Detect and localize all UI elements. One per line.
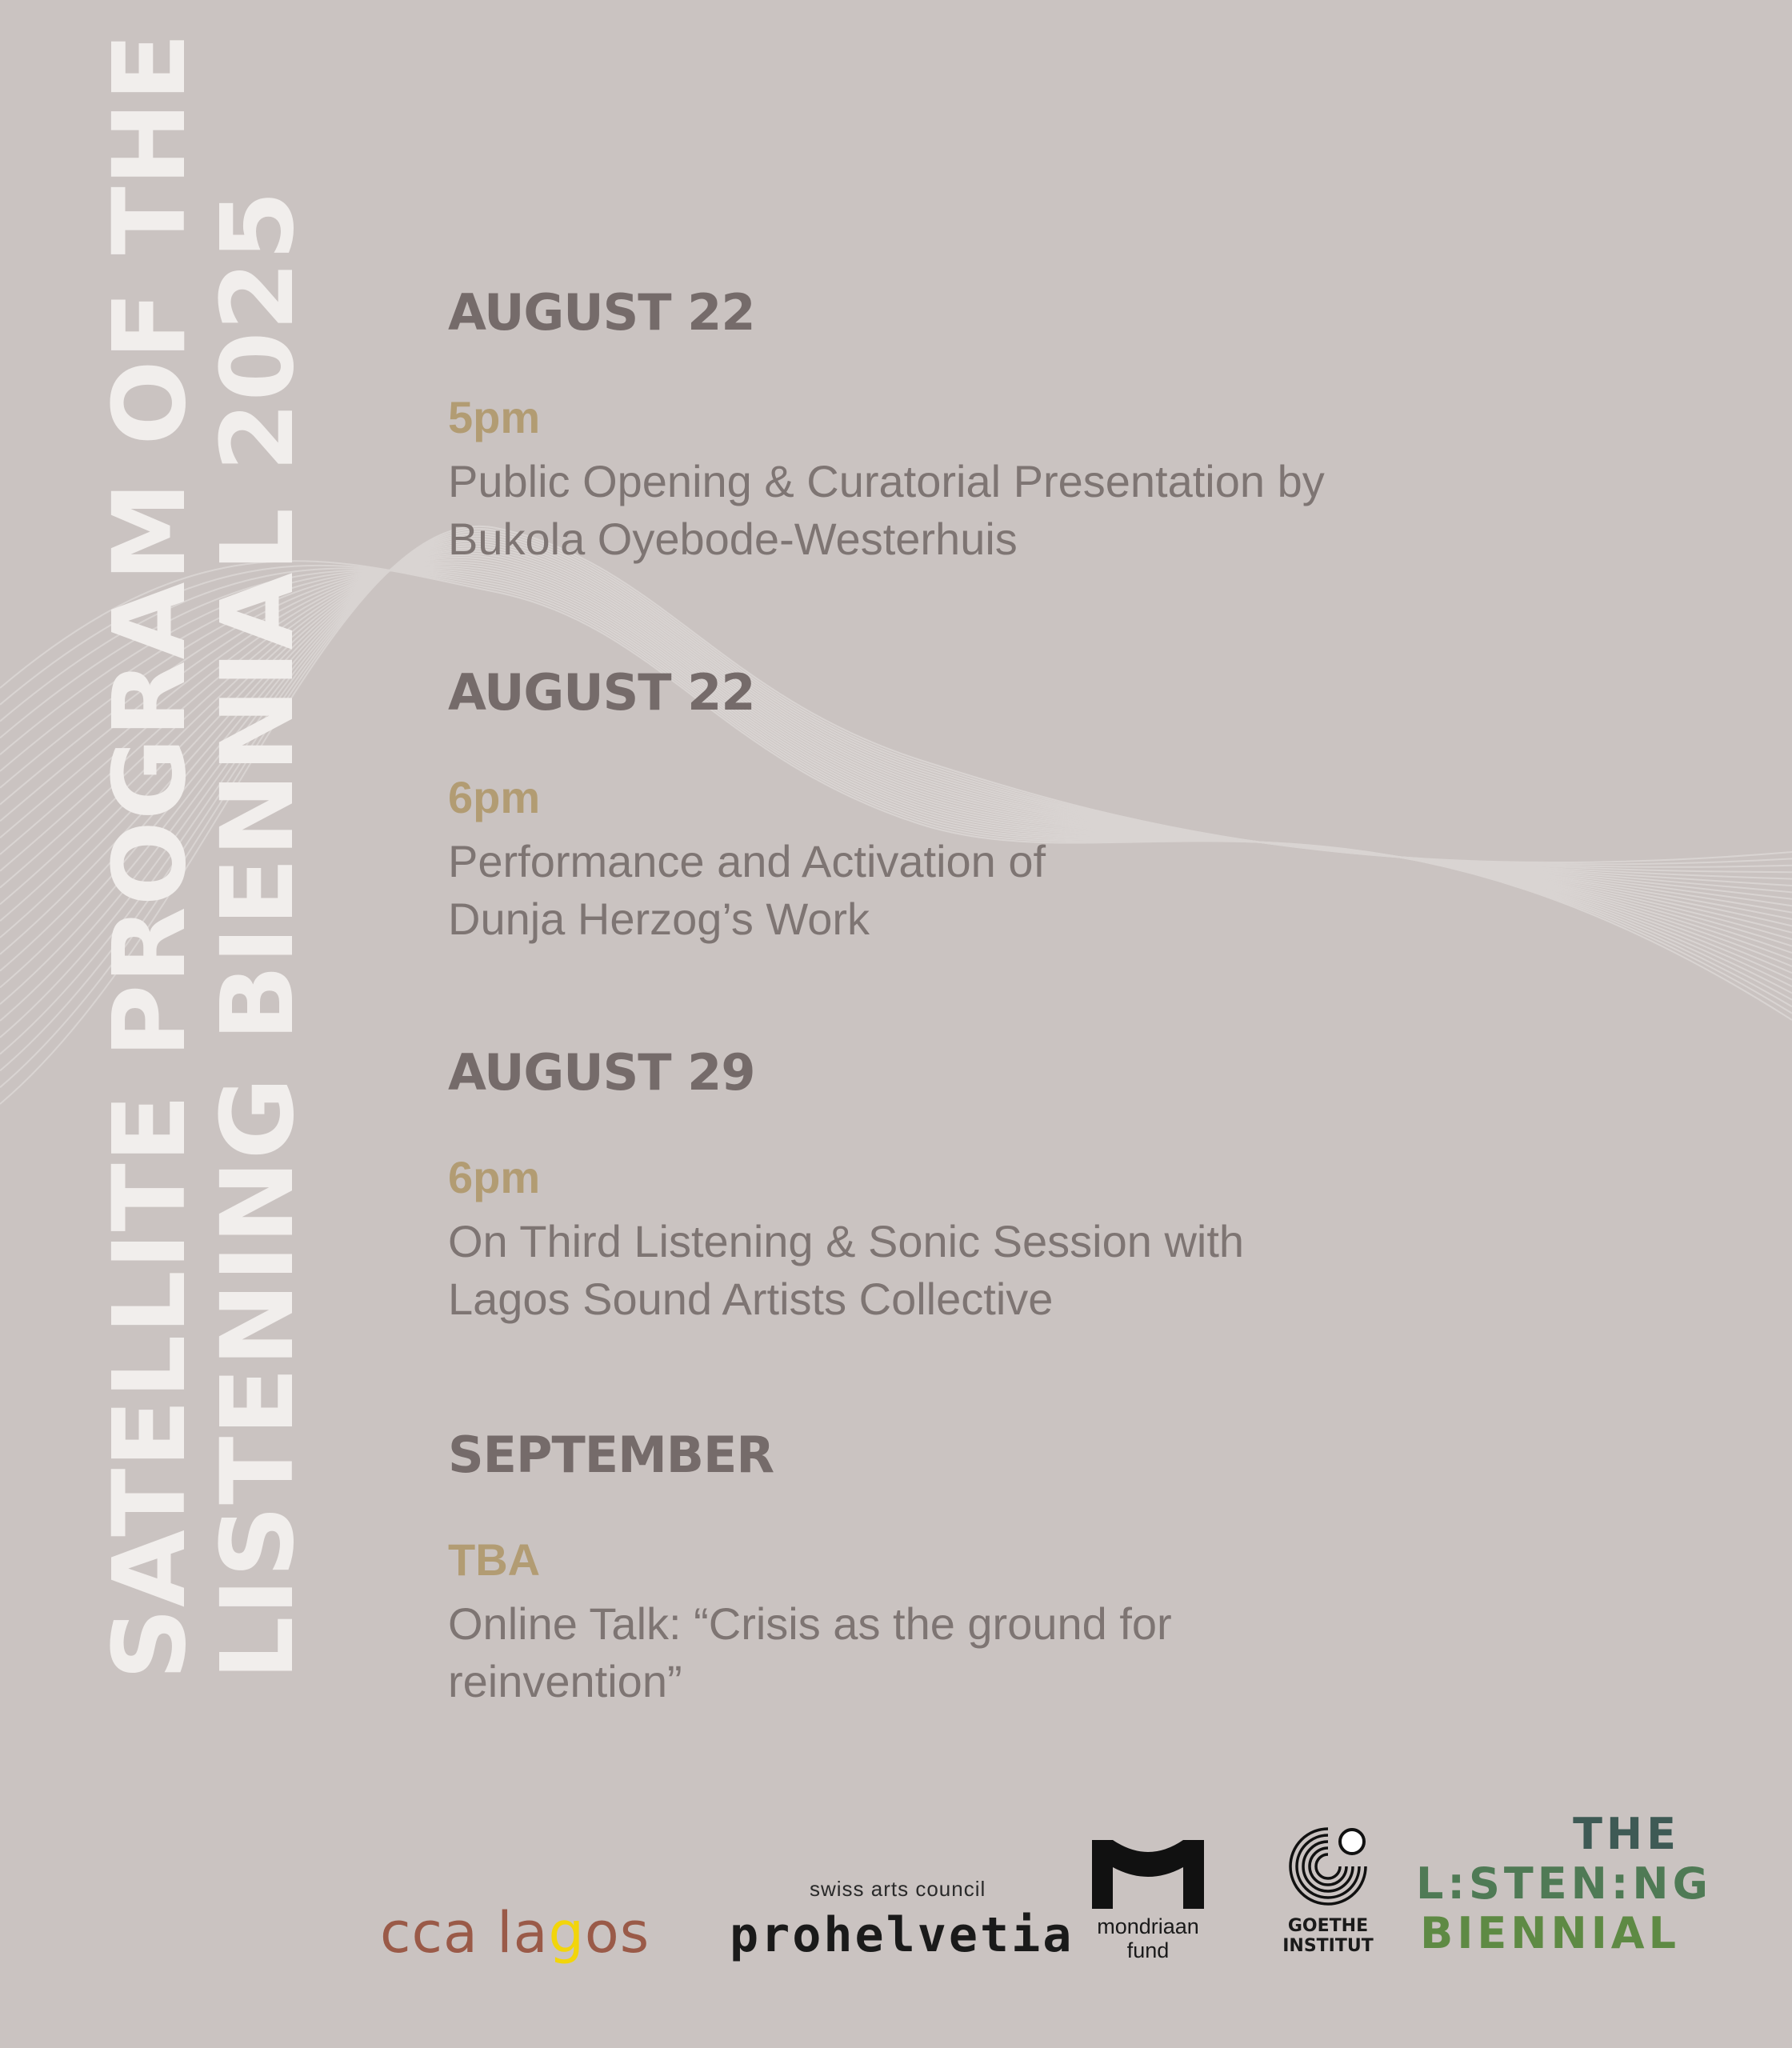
biennial-line-1: THE: [1573, 1809, 1680, 1859]
mondriaan-line-1: mondriaan: [1097, 1914, 1199, 1938]
event-date: AUGUST 29: [448, 1043, 755, 1102]
side-title-line-1: SATELLITE PROGRAM OF THE: [92, 32, 208, 1680]
event-time: 6pm: [448, 1152, 541, 1202]
event-description-line: reinvention”: [448, 1656, 682, 1706]
event-description: [448, 1595, 1488, 1710]
event-1: [448, 283, 1488, 568]
prohelvetia-logo: prohelvetia: [730, 1907, 1074, 1963]
event-description-line: Bukola Oyebode-Westerhuis: [448, 514, 1018, 564]
event-description-line: Performance and Activation of: [448, 836, 1046, 886]
mondriaan-text: [1088, 1914, 1208, 1962]
mondriaan-fund-logo: [1088, 1840, 1208, 1962]
event-description-line: Dunja Herzog’s Work: [448, 894, 870, 944]
goethe-text: [1280, 1916, 1376, 1956]
event-description: [448, 833, 1488, 948]
cca-lagos-logo: [380, 1900, 650, 1966]
side-title: [92, 32, 316, 1680]
goethe-spiral-icon: [1284, 1822, 1372, 1910]
event-2: [448, 663, 1488, 948]
prohelvetia-subtitle: swiss arts council: [810, 1877, 986, 1901]
event-date: AUGUST 22: [448, 283, 755, 342]
event-time: 5pm: [448, 392, 541, 442]
event-date: SEPTEMBER: [448, 1426, 774, 1484]
event-description-line: Public Opening & Curatorial Presentation by: [448, 456, 1325, 506]
cca-lagos-text-a: cca la: [380, 1900, 549, 1966]
event-description: [448, 453, 1488, 568]
mondriaan-line-2: fund: [1126, 1938, 1170, 1962]
goethe-institut-logo: [1280, 1822, 1376, 1956]
event-description-line: On Third Listening & Sonic Session with: [448, 1216, 1245, 1266]
cca-lagos-text-g: g: [548, 1900, 585, 1966]
event-time: 6pm: [448, 772, 541, 822]
event-date: AUGUST 22: [448, 663, 755, 722]
event-time: TBA: [448, 1534, 541, 1585]
side-title-line-2: LISTENING BIENNIAL 2025: [200, 190, 316, 1680]
event-description-line: Lagos Sound Artists Collective: [448, 1274, 1054, 1324]
the-listening-biennial-logo: [1416, 1809, 1712, 1958]
goethe-line-2: INSTITUT: [1282, 1936, 1374, 1956]
event-3: [448, 1043, 1488, 1328]
biennial-line-2: L:STEN:NG: [1416, 1858, 1712, 1909]
goethe-line-1: GOETHE: [1287, 1916, 1369, 1936]
event-description: [448, 1213, 1488, 1328]
event-4: [448, 1426, 1488, 1710]
cca-lagos-text-b: os: [584, 1900, 650, 1966]
mondriaan-m-icon: [1092, 1840, 1204, 1909]
event-description-line: Online Talk: “Crisis as the ground for: [448, 1598, 1172, 1649]
biennial-line-3: BIENNIAL: [1420, 1908, 1680, 1958]
